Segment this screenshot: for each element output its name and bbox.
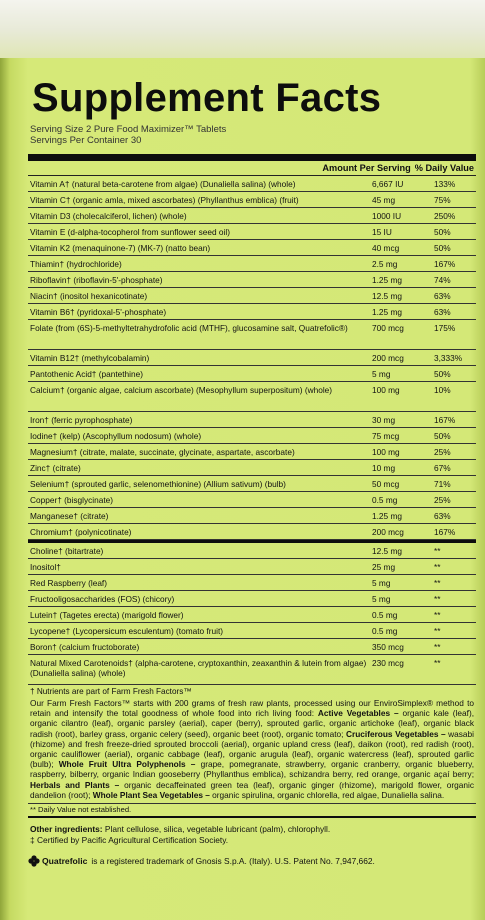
- row-amount: 230 mcg: [372, 658, 404, 668]
- row-amount: 40 mcg: [372, 243, 400, 253]
- quatrefolic-logo-text: Quatrefolic: [42, 856, 88, 867]
- row-amount: 6,667 IU: [372, 179, 404, 189]
- row-dv: 25%: [434, 495, 451, 505]
- row-name: Vitamin B12† (methylcobalamin): [30, 353, 150, 363]
- sea-label: Whole Plant Sea Vegetables –: [92, 789, 210, 800]
- row-dv: **: [434, 562, 441, 572]
- thick-rule: [28, 154, 476, 161]
- row-name: Niacin† (inositol hexanicotinate): [30, 291, 148, 301]
- nutrient-row: [28, 508, 476, 524]
- row-name: Vitamin C† (organic amla, mixed ascorbates) (Phyllanthus emblica) (fruit): [30, 195, 299, 205]
- row-name: Choline† (bitartrate): [30, 546, 104, 556]
- row-name: Riboflavin† (riboflavin-5'-phosphate): [30, 275, 163, 285]
- nutrient-row: [28, 492, 476, 508]
- row-amount: 25 mg: [372, 562, 396, 572]
- certification-note: ‡ Certified by Pacific Agricultural Certification Society.: [30, 834, 229, 845]
- nutrient-row: [28, 208, 476, 224]
- other-row: [28, 575, 476, 591]
- nutrient-footnote: † Nutrients are part of Farm Fresh Factors™: [30, 687, 192, 696]
- row-name: Vitamin E (d-alpha-tocopherol from sunflower seed oil): [30, 227, 230, 237]
- row-dv: 63%: [434, 307, 451, 317]
- row-dv: **: [434, 610, 441, 620]
- row-dv: 175%: [434, 323, 456, 333]
- cruc-label: Cruciferous Vegetables –: [345, 728, 446, 739]
- row-name: Thiamin† (hydrochloride): [30, 259, 122, 269]
- row-name: Lycopene† (Lycopersicum esculentum) (tomato fruit): [30, 626, 224, 636]
- row-name: Manganese† (citrate): [30, 511, 109, 521]
- nutrient-row: [28, 288, 476, 304]
- row-amount: 10 mg: [372, 463, 396, 473]
- amount-header: Amount Per Serving: [322, 163, 411, 173]
- row-amount: 5 mg: [372, 578, 391, 588]
- other-row: [28, 543, 476, 559]
- row-dv: 133%: [434, 179, 456, 189]
- row-name: Zinc† (citrate): [30, 463, 81, 473]
- herb-label: Herbals and Plants –: [30, 779, 120, 790]
- herb-text: organic decaffeinated green tea (leaf), organic ginger (rhizome), marigold flower, organic dandelion (root);: [30, 779, 474, 800]
- row-amount: 100 mg: [372, 385, 400, 395]
- row-dv: 50%: [434, 243, 451, 253]
- nutrient-row: [28, 460, 476, 476]
- row-name: Pantothenic Acid† (pantethine): [30, 369, 144, 379]
- other-ingredients-text: Plant cellulose, silica, vegetable lubricant (palm), chlorophyll.: [104, 824, 331, 835]
- row-name: Boron† (calcium fructoborate): [30, 642, 140, 652]
- row-dv: 67%: [434, 463, 451, 473]
- row-dv: 74%: [434, 275, 451, 285]
- other-row: [28, 559, 476, 575]
- nutrient-row: [28, 382, 476, 412]
- row-amount: 200 mcg: [372, 527, 404, 537]
- row-amount: 45 mg: [372, 195, 396, 205]
- row-name: Vitamin K2 (menaquinone-7) (MK-7) (natto bean): [30, 243, 211, 253]
- row-dv: 250%: [434, 211, 456, 221]
- nutrient-row: [28, 524, 476, 540]
- nutrient-row: [28, 320, 476, 350]
- row-amount: 12.5 mg: [372, 546, 402, 556]
- row-name: Magnesium† (citrate, malate, succinate, glycinate, aspartate, ascorbate): [30, 447, 295, 457]
- nutrient-row: [28, 428, 476, 444]
- dv-header: % Daily Value: [414, 163, 474, 173]
- nutrient-row: [28, 176, 476, 192]
- row-amount: 2.5 mg: [372, 259, 398, 269]
- nutrient-row: [28, 412, 476, 428]
- nutrient-row: [28, 476, 476, 492]
- farm-fresh-paragraph: [28, 698, 476, 800]
- row-dv: 167%: [434, 527, 456, 537]
- row-name: Selenium† (sprouted garlic, selenomethionine) (Allium sativum) (bulb): [30, 479, 286, 489]
- nutrient-row: [28, 304, 476, 320]
- row-amount: 75 mcg: [372, 431, 400, 441]
- dv-note: ** Daily Value not established.: [28, 804, 476, 818]
- row-name: Red Raspberry (leaf): [30, 578, 108, 588]
- nutrient-row: [28, 366, 476, 382]
- trademark-text: is a registered trademark of Gnosis S.p.A. (Italy). U.S. Patent No. 7,947,662.: [91, 856, 375, 867]
- column-header: [28, 161, 476, 176]
- trademark-line: [28, 855, 476, 867]
- nutrient-list: [28, 176, 476, 540]
- row-dv: **: [434, 626, 441, 636]
- row-amount: 0.5 mg: [372, 626, 398, 636]
- row-dv: 50%: [434, 369, 451, 379]
- row-amount: 350 mcg: [372, 642, 404, 652]
- row-name: Vitamin D3 (cholecalciferol, lichen) (whole): [30, 211, 187, 221]
- row-dv: 75%: [434, 195, 451, 205]
- row-dv: 50%: [434, 227, 451, 237]
- row-name: Natural Mixed Carotenoids† (alpha-carotene, cryptoxanthin, zeaxanthin & lutein from algae) (Dunaliella salina) (whole): [30, 658, 367, 678]
- other-row: [28, 591, 476, 607]
- row-name: Iron† (ferric pyrophosphate): [30, 415, 133, 425]
- row-dv: **: [434, 594, 441, 604]
- row-amount: 1.25 mg: [372, 275, 402, 285]
- package-top-edge: [0, 0, 485, 58]
- row-name: Chromium† (polynicotinate): [30, 527, 132, 537]
- row-dv: **: [434, 658, 441, 668]
- row-dv: 63%: [434, 511, 451, 521]
- row-amount: 1000 IU: [372, 211, 402, 221]
- row-name: Folate (from (6S)-5-methyltetrahydrofolic acid (MTHF), glucosamine salt, Quatrefolic®): [30, 323, 348, 333]
- nutrient-row: [28, 256, 476, 272]
- farm-fresh-intro: Our Farm Fresh Factors™ starts with 200 grams of fresh raw plants, processed using our EnviroSimplex® method to retain and intensify the total goodness of whole food into rich living food:: [30, 698, 474, 719]
- row-name: Vitamin A† (natural beta-carotene from algae) (Dunaliella salina) (whole): [30, 179, 296, 189]
- other-row: [28, 655, 476, 685]
- row-dv: 63%: [434, 291, 451, 301]
- nutrient-row: [28, 224, 476, 240]
- row-dv: **: [434, 642, 441, 652]
- row-name: Calcium† (organic algae, calcium ascorbate) (Mesophyllum superpositum) (whole): [30, 385, 333, 395]
- nutrient-row: [28, 272, 476, 288]
- row-dv: 50%: [434, 431, 451, 441]
- row-dv: **: [434, 578, 441, 588]
- row-amount: 1.25 mg: [372, 307, 402, 317]
- cruc-text: wasabi (rhizome) and fresh freeze-dried sprouted broccoli (aerial), organic upland cress (leaf), daikon (root), red radish (root), organic cauliflower (aerial), organic cabbage (leaf), organic arugula (leaf), organic watercress (leaf), sprouted garlic (bulb);: [30, 728, 474, 770]
- quatrefolic-logo: [28, 855, 87, 867]
- row-amount: 5 mg: [372, 594, 391, 604]
- nutrient-row: [28, 350, 476, 366]
- other-ingredients: [28, 824, 476, 835]
- other-row: [28, 639, 476, 655]
- row-amount: 12.5 mg: [372, 291, 402, 301]
- clover-icon: [28, 855, 40, 867]
- nutrient-row: [28, 192, 476, 208]
- other-row: [28, 623, 476, 639]
- row-amount: 15 IU: [372, 227, 392, 237]
- row-amount: 1.25 mg: [372, 511, 402, 521]
- row-dv: 167%: [434, 259, 456, 269]
- row-name: Copper† (bisglycinate): [30, 495, 114, 505]
- servings-per-container: Servings Per Container 30: [30, 135, 142, 146]
- row-dv: 10%: [434, 385, 451, 395]
- row-amount: 0.5 mg: [372, 610, 398, 620]
- row-amount: 30 mg: [372, 415, 396, 425]
- active-text: organic kale (leaf), organic cilantro (leaf), organic parsley (aerial), caper (berry), sprouted garlic, organic artichoke (leaf), organic black radish (root), barley grass, organic celery (seed), organic beet (root), organic tomato;: [30, 708, 475, 739]
- row-name: Vitamin B6† (pyridoxal-5'-phosphate): [30, 307, 167, 317]
- row-name: Iodine† (kelp) (Ascophyllum nodosum) (whole): [30, 431, 202, 441]
- row-name: Lutein† (Tagetes erecta) (marigold flower): [30, 610, 184, 620]
- supplement-facts-panel: [28, 62, 476, 912]
- row-amount: 700 mcg: [372, 323, 404, 333]
- row-amount: 0.5 mg: [372, 495, 398, 505]
- row-dv: 167%: [434, 415, 456, 425]
- sea-text: organic spirulina, organic chlorella, red algae, Dunaliella salina.: [212, 789, 445, 800]
- panel-title: Supplement Facts: [32, 76, 382, 120]
- active-label: Active Vegetables –: [317, 708, 399, 719]
- fruit-label: Whole Fruit Ultra Polyphenols –: [58, 759, 196, 770]
- row-dv: 71%: [434, 479, 451, 489]
- other-ingredients-label: Other ingredients:: [30, 824, 103, 835]
- fruit-text: grape, pomegranate, strawberry, organic cranberry, organic blueberry, raspberry, bilberry, organic Indian gooseberry (Phyllanthus emblica), schizandra berry, red orange, organic açaí berry;: [30, 759, 475, 780]
- other-row: [28, 607, 476, 623]
- row-amount: 50 mcg: [372, 479, 400, 489]
- row-amount: 100 mg: [372, 447, 400, 457]
- nutrient-row: [28, 240, 476, 256]
- row-name: Inositol†: [30, 562, 61, 572]
- other-list: [28, 543, 476, 685]
- row-dv: 25%: [434, 447, 451, 457]
- row-dv: **: [434, 546, 441, 556]
- row-amount: 200 mcg: [372, 353, 404, 363]
- serving-size: Serving Size 2 Pure Food Maximizer™ Tablets: [30, 124, 227, 135]
- row-name: Fructooligosaccharides (FOS) (chicory): [30, 594, 175, 604]
- nutrient-row: [28, 444, 476, 460]
- row-amount: 5 mg: [372, 369, 391, 379]
- row-dv: 3,333%: [434, 353, 463, 363]
